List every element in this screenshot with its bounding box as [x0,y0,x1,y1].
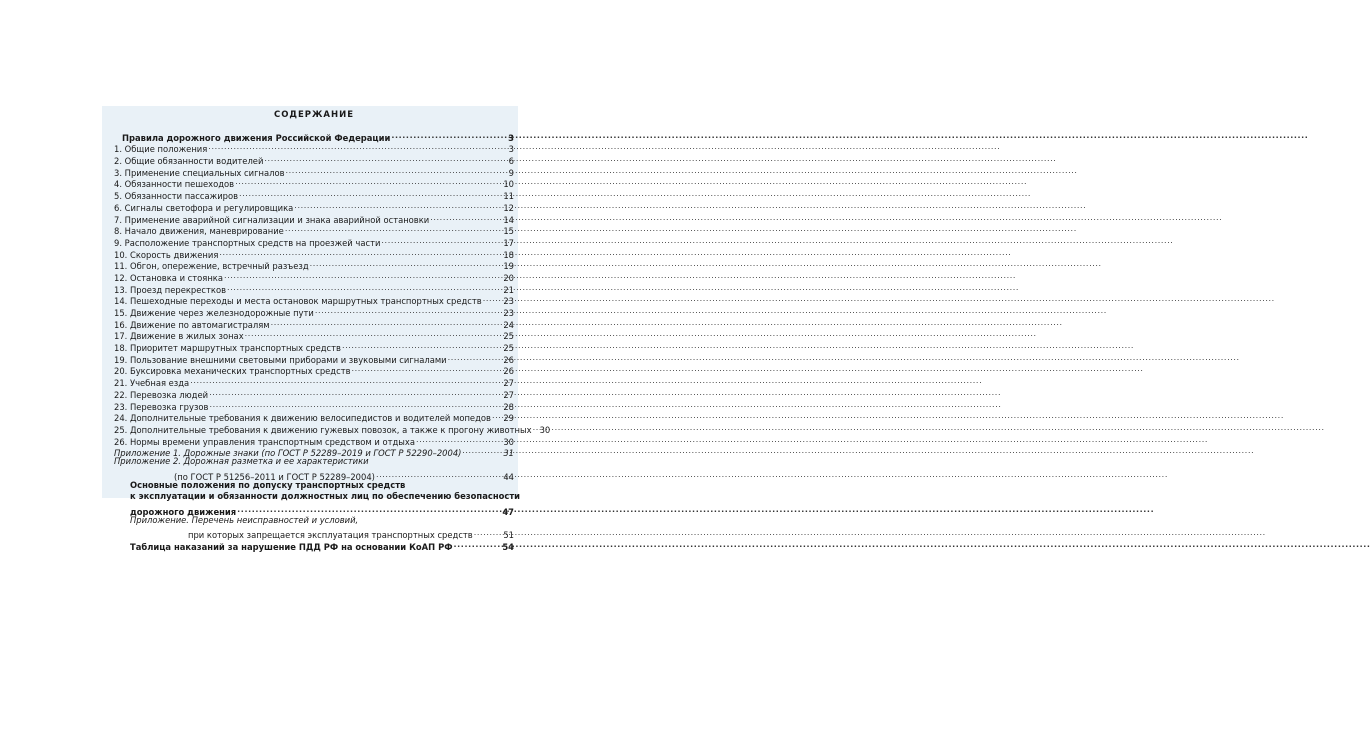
toc-leader-dots [474,526,503,538]
toc-leader-dots [310,258,503,270]
toc-entry[interactable] [114,491,521,503]
toc-entry-page: 12 [503,202,514,213]
toc-entry-label: 25. Дополнительные требования к движению гужевых повозок, а также к прогону животных [114,424,532,435]
toc-entry-page: 3 [508,144,514,155]
toc-leader-dots [430,211,502,223]
toc-leader-dots [219,246,502,258]
toc-leader-dots [342,339,502,351]
toc-entry[interactable] [114,526,514,541]
toc-leader-dots [294,199,502,211]
toc-entry-page: 26 [503,366,514,377]
toc-entry-page: 26 [503,354,514,365]
toc-leader-dots [381,234,502,246]
table-of-contents [102,106,551,552]
toc-leader-dots [483,293,503,305]
toc-leader-dots [224,269,502,281]
toc-entry-page: 25 [503,331,514,342]
toc-entry[interactable] [114,468,514,480]
toc-entry-page: 19 [503,261,514,272]
toc-entry-label: 26. Нормы времени управления транспортным средством и отдыха [114,436,415,447]
toc-entry-page: 21 [503,284,514,295]
toc-entry-page: 18 [503,249,514,260]
toc-entry-label: 21. Учебная езда [114,378,190,389]
toc-entry-label: 15. Движение через железнодорожные пути [114,308,314,318]
toc-entry-page: 24 [503,319,514,330]
toc-leader-dots [227,281,502,293]
toc-entry-label: (по ГОСТ Р 51256–2011 и ГОСТ Р 52289–2004) [174,471,375,482]
toc-leader-dots [235,176,502,188]
toc-entry-label: 24. Дополнительные требования к движению велосипедистов и водителей мопедов [114,413,491,424]
toc-entry-label: дорожного движения [130,506,237,517]
toc-entry-label: 7. Применение аварийной сигнализации и знака аварийной остановки [114,214,430,225]
toc-entry-page: 54 [502,541,514,552]
toc-title: СОДЕРЖАНИЕ [273,110,355,120]
toc-entry-page: 44 [503,471,514,482]
toc-leader-dots [285,223,503,235]
toc-entry-label: 9. Расположение транспортных средств на проезжей части [114,237,381,248]
toc-entry-label: 10. Скорость движения [114,249,219,260]
toc-entry-page: 15 [503,226,514,237]
toc-entry-label: 20. Буксировка механических транспортных средств [114,366,351,377]
toc-entry-page: 25 [503,343,514,354]
toc-leader-dots [416,433,502,445]
toc-entry-page: 29 [503,413,514,424]
toc-entry-label: Таблица наказаний за нарушение ПДД РФ на основании КоАП РФ [130,541,453,552]
toc-entry-page: 30 [539,424,551,435]
toc-entry-page: 9 [508,167,514,178]
toc-entry-page: 28 [503,401,514,412]
toc-leader-dots [245,328,503,340]
toc-leader-dots [239,187,502,199]
toc-entry-label: 11. Обгон, опережение, встречный разъезд [114,261,309,272]
toc-leader-dots [190,374,502,386]
toc-entry[interactable] [114,503,514,515]
toc-entry[interactable] [114,480,514,492]
toc-entry-label: Приложение. Перечень неисправностей и условий, [130,514,359,525]
toc-list [114,129,551,552]
toc-entry-page: 23 [503,296,514,307]
toc-entry-page: 17 [503,237,514,248]
toc-entry-label: 6. Сигналы светофора и регулировщика [114,202,294,213]
toc-entry-label: 19. Пользование внешними световыми приборами и звуковыми сигналами [114,354,447,365]
toc-entry-label: 23. Перевозка грузов [114,401,209,412]
toc-entry-label: 4. Обязанности пешеходов [114,179,235,190]
toc-entry-label: 22. Перевозка людей [114,389,209,400]
toc-entry-label: 16. Движение по автомагистралям [114,319,270,330]
toc-entry-page: 14 [503,214,514,225]
toc-leader-dots [391,129,505,141]
toc-entry-label: 14. Пешеходные переходы и места остановок маршрутных транспортных средств [114,296,482,307]
toc-leader-dots [264,152,505,164]
toc-leader-dots [286,164,505,176]
toc-entry-label: 18. Приоритет маршрутных транспортных средств [114,343,341,354]
toc-leader-dots [492,410,502,422]
toc-entry-label: при которых запрещается эксплуатация транспортных средств [188,530,473,541]
toc-leader-dots [376,468,502,480]
toc-entry-page: 10 [503,179,514,190]
toc-entry-page: 30 [503,436,514,447]
toc-leader-dots [208,141,505,153]
toc-entry-label: Основные положения по допуску транспортных средств [130,479,406,490]
toc-entry-label: 13. Проезд перекрестков [114,284,227,295]
toc-entry-page: 20 [503,272,514,283]
toc-entry-label: 12. Остановка и стоянка [114,272,223,283]
toc-leader-dots [352,363,503,375]
toc-entry[interactable] [114,515,514,527]
toc-entry-page: 23 [503,308,514,318]
toc-entry-label: Приложение 1. Дорожные знаки (по ГОСТ Р 52289–2019 и ГОСТ Р 52290–2004) [114,448,462,459]
toc-leader-dots [448,351,503,363]
toc-leader-dots [462,445,502,457]
toc-entry-label: 5. Обязанности пассажиров [114,191,239,202]
toc-entry-page: 51 [503,530,514,541]
toc-leader-dots [209,398,502,410]
toc-entry-label: 17. Движение в жилых зонах [114,331,244,342]
toc-entry-label: 3. Применение специальных сигналов [114,167,285,178]
toc-leader-dots [315,304,502,316]
toc-entry-page: 27 [503,378,514,389]
toc-entry-label: к эксплуатации и обязанности должностных лиц по обеспечению безопасности [130,491,521,502]
toc-entry-page: 6 [508,156,514,167]
toc-entry-page: 3 [508,132,514,143]
toc-leader-dots [237,503,501,515]
toc-entry-page: 31 [503,448,514,459]
toc-entry-label: 2. Общие обязанности водителей [114,156,264,167]
toc-entry[interactable] [114,129,514,141]
toc-entry-page: 27 [503,389,514,400]
toc-entry-label: 1. Общие положения [114,144,208,155]
toc-leader-dots [271,316,503,328]
toc-leader-dots [454,538,502,550]
toc-entry-page: 11 [503,191,514,202]
toc-entry-label: Приложение 2. Дорожная разметка и ее характеристики [114,456,369,467]
toc-leader-dots [209,386,502,398]
toc-entry-page: 47 [502,506,514,517]
toc-entry-label: Правила дорожного движения Российской Федерации [122,132,391,143]
toc-entry-label: 8. Начало движения, маневрирование [114,226,284,237]
toc-leader-dots [533,421,539,433]
